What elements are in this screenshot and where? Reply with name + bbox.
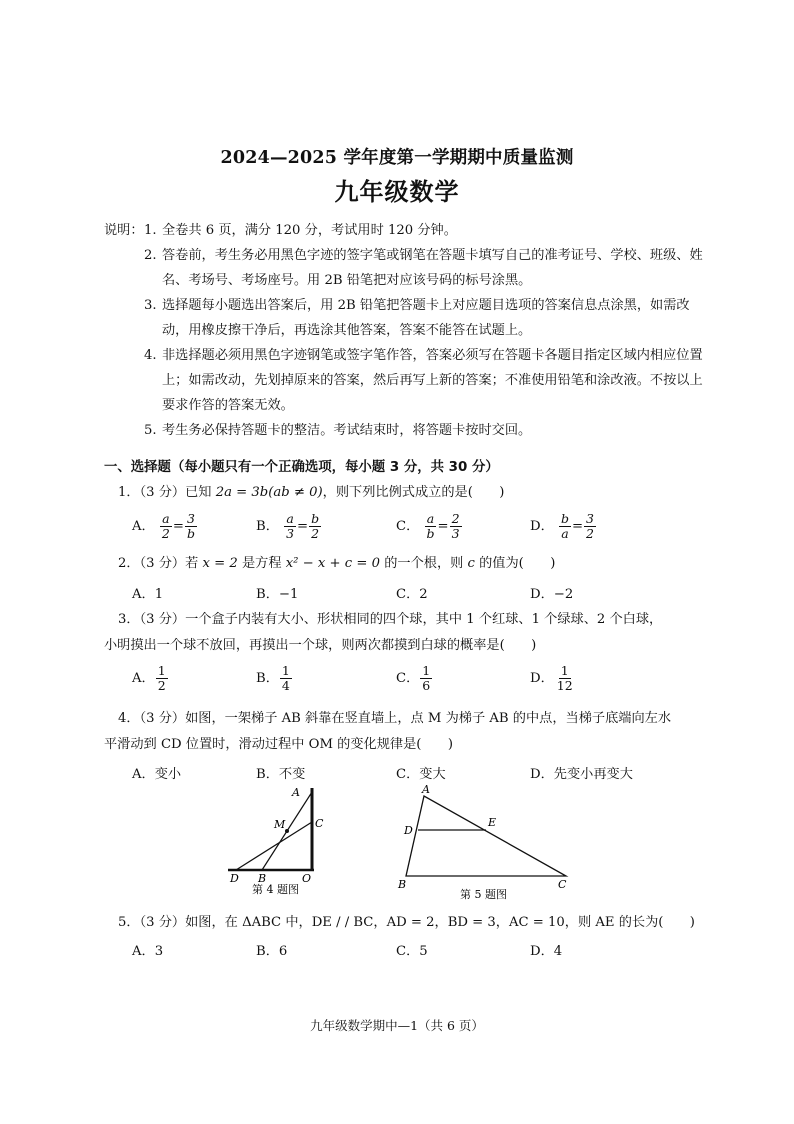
question-number: 4． — [118, 711, 140, 726]
question-text: 一个盒子内装有大小、形状相同的四个球，其中 1 个红球、1 个绿球、2 个白球， — [185, 612, 663, 627]
exam-title: 2024—2025 学年度第一学期期中质量监测 — [220, 148, 574, 168]
label-a: A — [422, 783, 430, 796]
option-d[interactable]: D．−2 — [530, 587, 574, 602]
question-text: 小明摸出一个球不放回，再摸出一个球，则两次都摸到白球的概率是( ) — [104, 638, 537, 653]
question-number: 1． — [118, 485, 140, 500]
fraction: $\frac{1}{2}$ — [157, 663, 166, 693]
question-2 — [118, 551, 698, 576]
fraction: $\frac{a}{2}$ — [161, 511, 170, 541]
option-b[interactable]: B． $\frac{a}{3}$ = $\frac{b}{2}$ — [256, 511, 320, 541]
figure-4 — [222, 782, 332, 902]
instruction-item-3 — [144, 293, 704, 343]
option-a[interactable]: A．变小 — [132, 767, 182, 782]
option-a[interactable]: A． $\frac{a}{2}$ = $\frac{3}{b}$ — [132, 511, 195, 541]
fraction: $\frac{3}{2}$ — [586, 511, 594, 541]
question-text: 的一个根，则 — [384, 556, 464, 571]
question-4-line2 — [104, 732, 684, 757]
fraction: $\frac{a}{3}$ — [286, 511, 295, 541]
option-b[interactable]: B．不变 — [256, 767, 306, 782]
option-a[interactable]: A． $\frac{1}{2}$ — [132, 663, 166, 693]
question-score: （3 分） — [139, 711, 186, 726]
question-text: 如图，一架梯子 AB 斜靠在竖直墙上，点 M 为梯子 AB 的中点，当梯子底端向左水 — [185, 711, 672, 726]
label-o: O — [302, 872, 312, 885]
question-math: x = 2 — [202, 556, 238, 571]
instruction-num: 1. — [144, 223, 157, 238]
question-4 — [118, 706, 698, 731]
instruction-num: 3. — [144, 298, 157, 313]
question-number: 5． — [118, 915, 140, 930]
instruction-text: 全卷共 6 页，满分 120 分，考试用时 120 分钟。 — [162, 223, 457, 238]
option-label: A． — [132, 519, 155, 534]
instruction-text: 考生务必保持答题卡的整洁。考试结束时，将答题卡按时交回。 — [162, 423, 532, 438]
fraction: $\frac{2}{3}$ — [451, 511, 460, 541]
question-number: 2． — [118, 556, 140, 571]
figure-5 — [394, 782, 584, 906]
label-c: C — [315, 817, 324, 830]
question-number: 3． — [118, 612, 140, 627]
question-score: （3 分） — [139, 915, 186, 930]
option-label: D． — [530, 519, 554, 534]
question-math: 2a = 3b(ab ≠ 0) — [215, 485, 323, 500]
question-score: （3 分） — [139, 556, 186, 571]
label-b: B — [258, 872, 267, 885]
question-text: 的值为( ) — [479, 556, 556, 571]
triangle-abc — [406, 796, 566, 876]
label-m: M — [274, 818, 286, 831]
fraction: $\frac{1}{4}$ — [281, 663, 290, 693]
fraction: $\frac{b}{2}$ — [311, 511, 320, 541]
instruction-num: 4. — [144, 348, 157, 363]
question-text: ，则下列比例式成立的是( ) — [322, 485, 505, 500]
instruction-item-2 — [144, 243, 704, 293]
question-math: x² − x + c = 0 — [285, 556, 380, 571]
fraction: $\frac{3}{b}$ — [186, 511, 195, 541]
label-d: D — [230, 872, 239, 885]
figure-4-caption: 第 4 题图 — [252, 883, 299, 896]
fraction: $\frac{1}{12}$ — [556, 663, 573, 693]
option-label: C． — [396, 519, 420, 534]
instruction-num: 5. — [144, 423, 157, 438]
question-score: （3 分） — [139, 485, 186, 500]
option-b[interactable]: B． $\frac{1}{4}$ — [256, 663, 290, 693]
question-text: 平滑动到 CD 位置时，滑动过程中 OM 的变化规律是( ) — [104, 737, 453, 752]
fraction: $\frac{1}{6}$ — [422, 663, 431, 693]
instructions — [104, 218, 704, 443]
question-3 — [118, 607, 698, 632]
fraction: $\frac{a}{b}$ — [426, 511, 435, 541]
option-c[interactable]: C． $\frac{1}{6}$ — [396, 663, 431, 693]
exam-subject: 九年级数学 — [334, 177, 460, 206]
option-b[interactable]: B．6 — [256, 944, 288, 959]
instruction-text: 选择题每小题选出答案后，用 2B 铅笔把答题卡上对应题目选项的答案信息点涂黑，如需改动，用橡皮擦干净后，再选涂其他答案，答案不能答在试题上。 — [162, 298, 690, 338]
instruction-item-4 — [144, 343, 704, 418]
option-c[interactable]: C．2 — [396, 587, 428, 602]
question-text: 若 — [185, 556, 199, 571]
label-d: D — [404, 824, 413, 837]
option-d[interactable]: D．先变小再变大 — [530, 767, 633, 782]
option-d[interactable]: D． $\frac{b}{a}$ = $\frac{3}{2}$ — [530, 511, 594, 541]
question-3-line2 — [104, 633, 684, 658]
option-d[interactable]: D．4 — [530, 944, 563, 959]
option-a[interactable]: A．3 — [132, 944, 164, 959]
instruction-num: 2. — [144, 248, 157, 263]
option-c[interactable]: C．5 — [396, 944, 428, 959]
instructions-label: 说明： — [104, 223, 144, 238]
option-c[interactable]: C．变大 — [396, 767, 446, 782]
question-text: 已知 — [185, 485, 212, 500]
option-d[interactable]: D． $\frac{1}{12}$ — [530, 663, 573, 693]
label-a: A — [292, 786, 300, 799]
question-score: （3 分） — [139, 612, 186, 627]
label-e: E — [488, 816, 497, 829]
option-a[interactable]: A．1 — [132, 587, 164, 602]
instruction-text: 答卷前，考生务必用黑色字迹的签字笔或钢笔在答题卡填写自己的准考证号、学校、班级、姓名、考场号、考场座号。用 2B 铅笔把对应该号码的标号涂黑。 — [162, 248, 703, 288]
question-1 — [118, 480, 698, 505]
point-m — [285, 829, 289, 833]
instruction-item-5 — [144, 418, 704, 443]
option-c[interactable]: C． $\frac{a}{b}$ = $\frac{2}{3}$ — [396, 511, 460, 541]
fraction: $\frac{b}{a}$ — [560, 511, 569, 541]
label-b: B — [398, 878, 407, 891]
instruction-item-1 — [104, 218, 704, 243]
question-text: 如图，在 ΔABC 中，DE / / BC，AD = 2，BD = 3，AC = 10，则 AE 的长为( ) — [185, 915, 695, 930]
question-math: c — [467, 556, 475, 571]
question-5 — [118, 910, 698, 935]
option-b[interactable]: B．−1 — [256, 587, 299, 602]
figure-5-caption: 第 5 题图 — [460, 888, 507, 901]
question-text: 是方程 — [241, 556, 282, 571]
option-label: B． — [256, 519, 279, 534]
instruction-text: 非选择题必须用黑色字迹钢笔或签字笔作答，答案必须写在答题卡各题目指定区域内相应位置上；如需改动，先划掉原来的答案，然后再写上新的答案；不准使用铅笔和涂改液。不按以上要求作答的答案无效。 — [162, 348, 703, 413]
label-c: C — [558, 878, 567, 891]
section-heading: 一、选择题（每小题只有一个正确选项，每小题 3 分，共 30 分） — [104, 460, 499, 475]
page-footer: 九年级数学期中—1（共 6 页） — [310, 1018, 484, 1033]
